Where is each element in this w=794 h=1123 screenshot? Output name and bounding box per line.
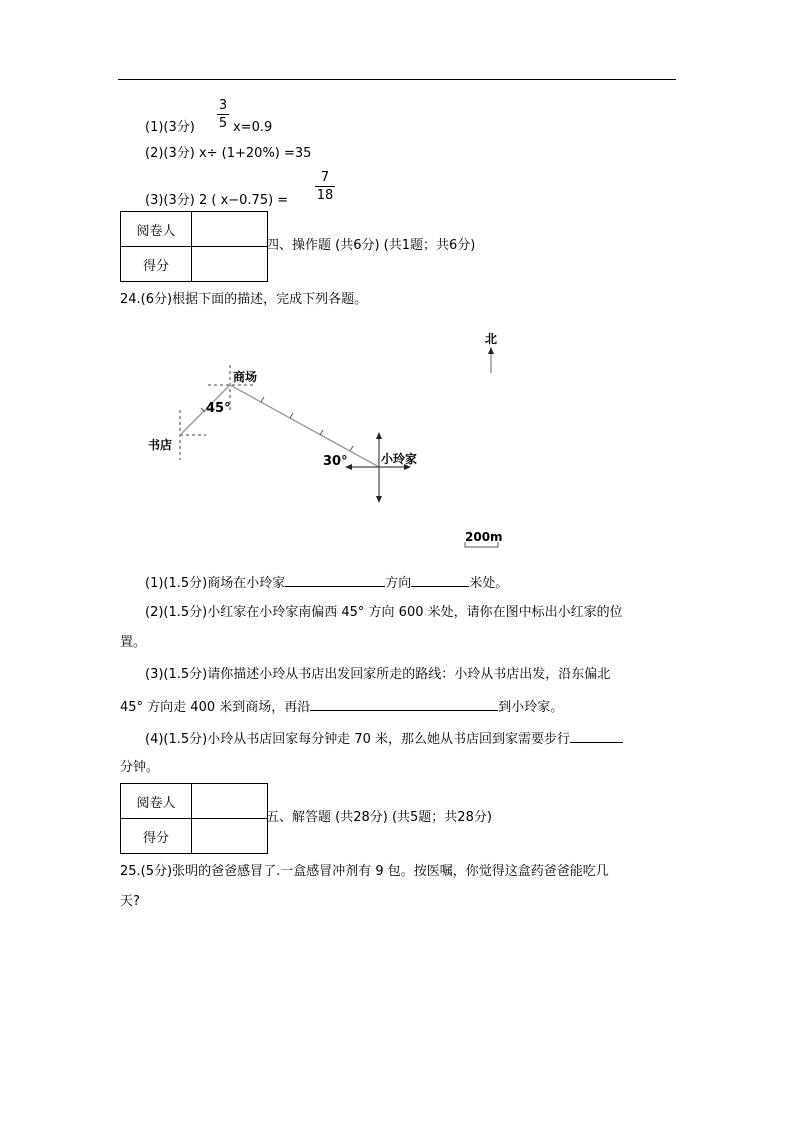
question-24-sub-1 xyxy=(145,572,508,593)
home-label: 小玲家 xyxy=(381,452,418,466)
sub-1-mid: 方向 xyxy=(385,576,412,591)
fraction-denominator: 18 xyxy=(316,188,334,203)
equation-3-fraction xyxy=(315,170,335,203)
minutes-answer-blank[interactable] xyxy=(570,728,623,743)
mall-label: 商场 xyxy=(233,370,258,384)
question-25-line-2: 天? xyxy=(120,894,140,909)
fraction-bar xyxy=(217,114,229,115)
reviewer-cell[interactable] xyxy=(192,784,268,819)
angle-45-label: 45° xyxy=(206,401,231,416)
direction-map-diagram xyxy=(140,320,530,560)
sub-1-suffix: 米处。 xyxy=(469,576,509,591)
grader-table-1 xyxy=(120,211,268,282)
angle-30-label: 30° xyxy=(323,454,348,469)
question-24-sub-4-line-1 xyxy=(145,728,623,749)
score-cell[interactable] xyxy=(192,247,268,282)
sub-3-line-2-prefix: 45° 方向走 400 米到商场，再沿 xyxy=(120,700,311,715)
equation-1-fraction xyxy=(217,98,229,131)
question-24-sub-3-line-2 xyxy=(120,696,563,717)
question-24-stem: 24.(6分)根据下面的描述，完成下列各题。 xyxy=(120,292,368,307)
route-answer-blank[interactable] xyxy=(310,696,498,711)
north-label: 北 xyxy=(485,332,498,346)
equation-1-prefix: (1)(3分) xyxy=(145,120,195,135)
question-24-sub-2-line-2: 置。 xyxy=(120,635,147,650)
score-cell[interactable] xyxy=(192,819,268,854)
header-rule xyxy=(118,79,676,80)
sub-4-line-1-text: (4)(1.5分)小玲从书店回家每分钟走 70 米，那么她从书店回到家需要步行 xyxy=(145,732,571,747)
fraction-denominator: 5 xyxy=(218,116,228,131)
section-5-title: 五、解答题 (共28分) (共5题；共28分) xyxy=(266,810,492,825)
sub-3-line-2-suffix: 到小玲家。 xyxy=(498,700,564,715)
fraction-numerator: 7 xyxy=(320,170,330,185)
score-label: 得分 xyxy=(121,819,192,854)
equation-1-suffix: x=0.9 xyxy=(233,120,273,135)
fraction-bar xyxy=(315,186,335,187)
equation-3-prefix: (3)(3分) 2 ( x−0.75) = xyxy=(145,193,289,208)
distance-answer-blank[interactable] xyxy=(411,572,469,587)
question-25-line-1: 25.(5分)张明的爸爸感冒了.一盒感冒冲剂有 9 包。按医嘱，你觉得这盒药爸爸能吃几 xyxy=(120,864,609,879)
bookstore-label: 书店 xyxy=(148,438,173,452)
reviewer-label: 阅卷人 xyxy=(121,212,192,247)
fraction-numerator: 3 xyxy=(218,98,228,113)
equation-2: (2)(3分) x÷ (1+20%) =35 xyxy=(145,146,312,161)
question-24-sub-4-line-2: 分钟。 xyxy=(120,760,160,775)
question-24-sub-3-line-1: (3)(1.5分)请你描述小玲从书店出发回家所走的路线：小玲从书店出发，沿东偏北 xyxy=(145,667,611,682)
grader-table-2 xyxy=(120,783,268,854)
score-label: 得分 xyxy=(121,247,192,282)
direction-answer-blank[interactable] xyxy=(285,572,385,587)
mall-home-route xyxy=(230,385,379,467)
sub-1-prefix: (1)(1.5分)商场在小玲家 xyxy=(145,576,286,591)
reviewer-cell[interactable] xyxy=(192,212,268,247)
section-4-title: 四、操作题 (共6分) (共1题；共6分) xyxy=(266,238,476,253)
question-24-sub-2-line-1: (2)(1.5分)小红家在小玲家南偏西 45° 方向 600 米处，请你在图中标出小红家的位 xyxy=(145,605,623,620)
scale-label: 200m xyxy=(465,530,503,544)
reviewer-label: 阅卷人 xyxy=(121,784,192,819)
